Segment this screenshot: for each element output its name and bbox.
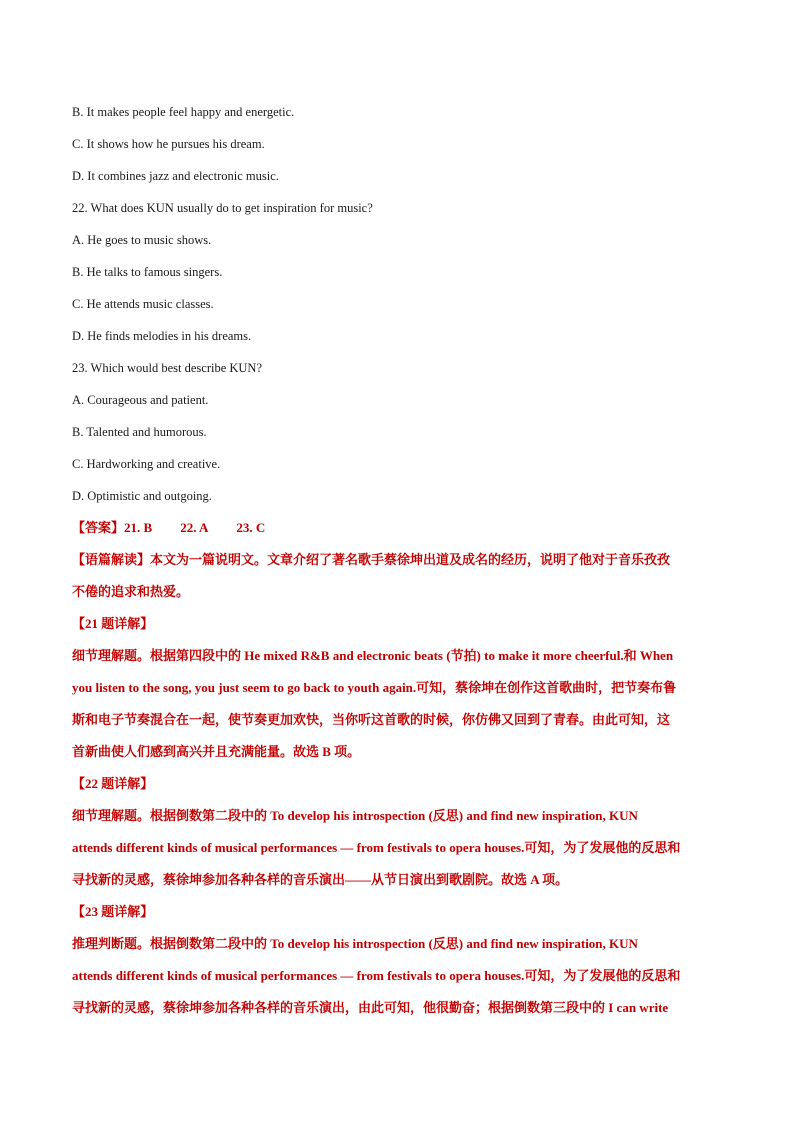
detail-21-line: 细节理解题。根据第四段中的 He mixed R&B and electronic beats (节拍) to make it more cheerful.和 When (72, 648, 674, 663)
q21-option-c: C. It shows how he pursues his dream. (72, 137, 265, 151)
detail-22-line: attends different kinds of musical performances — from festivals to opera houses.可知，为了发展他的反思和 (72, 840, 681, 855)
passage-analysis-line: 不倦的追求和热爱。 (72, 584, 190, 599)
q23-stem: 23. Which would best describe KUN? (72, 361, 263, 375)
q23-option-d: D. Optimistic and outgoing. (72, 489, 212, 503)
passage-analysis-line: 【语篇解读】本文为一篇说明文。文章介绍了著名歌手蔡徐坤出道及成名的经历，说明了他对于音乐孜孜 (72, 552, 671, 567)
detail-22-line: 细节理解题。根据倒数第二段中的 To develop his introspection (反思) and find new inspiration, KUN (72, 808, 638, 823)
answer-23: 23. C (236, 520, 266, 535)
question-21-options (72, 96, 724, 192)
q23-option-a: A. Courageous and patient. (72, 393, 209, 407)
answer-key (72, 512, 724, 544)
q22-option-c: C. He attends music classes. (72, 297, 214, 311)
question-22 (72, 192, 724, 352)
detail-22-heading: 【22 题详解】 (72, 776, 154, 791)
detail-21-heading: 【21 题详解】 (72, 616, 154, 631)
detail-23-body (72, 928, 724, 1024)
answer-label: 【答案】 (72, 520, 125, 535)
q23-option-b: B. Talented and humorous. (72, 425, 207, 439)
q22-option-b: B. He talks to famous singers. (72, 265, 223, 279)
q23-option-c: C. Hardworking and creative. (72, 457, 221, 471)
detail-21-line: 首新曲使人们感到高兴并且充满能量。故选 B 项。 (72, 744, 361, 759)
q22-stem: 22. What does KUN usually do to get inspiration for music? (72, 201, 373, 215)
detail-23-line: attends different kinds of musical performances — from festivals to opera houses.可知，为了发展他的反思和 (72, 968, 681, 983)
detail-22-line: 寻找新的灵感，蔡徐坤参加各种各样的音乐演出——从节日演出到歌剧院。故选 A 项。 (72, 872, 569, 887)
question-23 (72, 352, 724, 512)
answer-21: 21. B (124, 520, 153, 535)
q22-option-a: A. He goes to music shows. (72, 233, 212, 247)
q21-option-d: D. It combines jazz and electronic music. (72, 169, 279, 183)
answer-22: 22. A (180, 520, 209, 535)
q22-option-d: D. He finds melodies in his dreams. (72, 329, 252, 343)
detail-23-line: 寻找新的灵感，蔡徐坤参加各种各样的音乐演出，由此可知，他很勤奋；根据倒数第三段中的 I can write (72, 1000, 669, 1015)
detail-23-heading: 【23 题详解】 (72, 904, 154, 919)
detail-21-line: you listen to the song, you just seem to go back to youth again.可知，蔡徐坤在创作这首歌曲时，把节奏布鲁 (72, 680, 677, 695)
detail-21-line: 斯和电子节奏混合在一起，使节奏更加欢快，当你听这首歌的时候，你仿佛又回到了青春。由此可知，这 (72, 712, 671, 727)
document-page (72, 96, 724, 1024)
detail-23-line: 推理判断题。根据倒数第二段中的 To develop his introspection (反思) and find new inspiration, KUN (72, 936, 638, 951)
passage-analysis (72, 544, 724, 608)
q21-option-b: B. It makes people feel happy and energetic. (72, 105, 295, 119)
detail-21-body (72, 640, 724, 768)
detail-22-body (72, 800, 724, 896)
